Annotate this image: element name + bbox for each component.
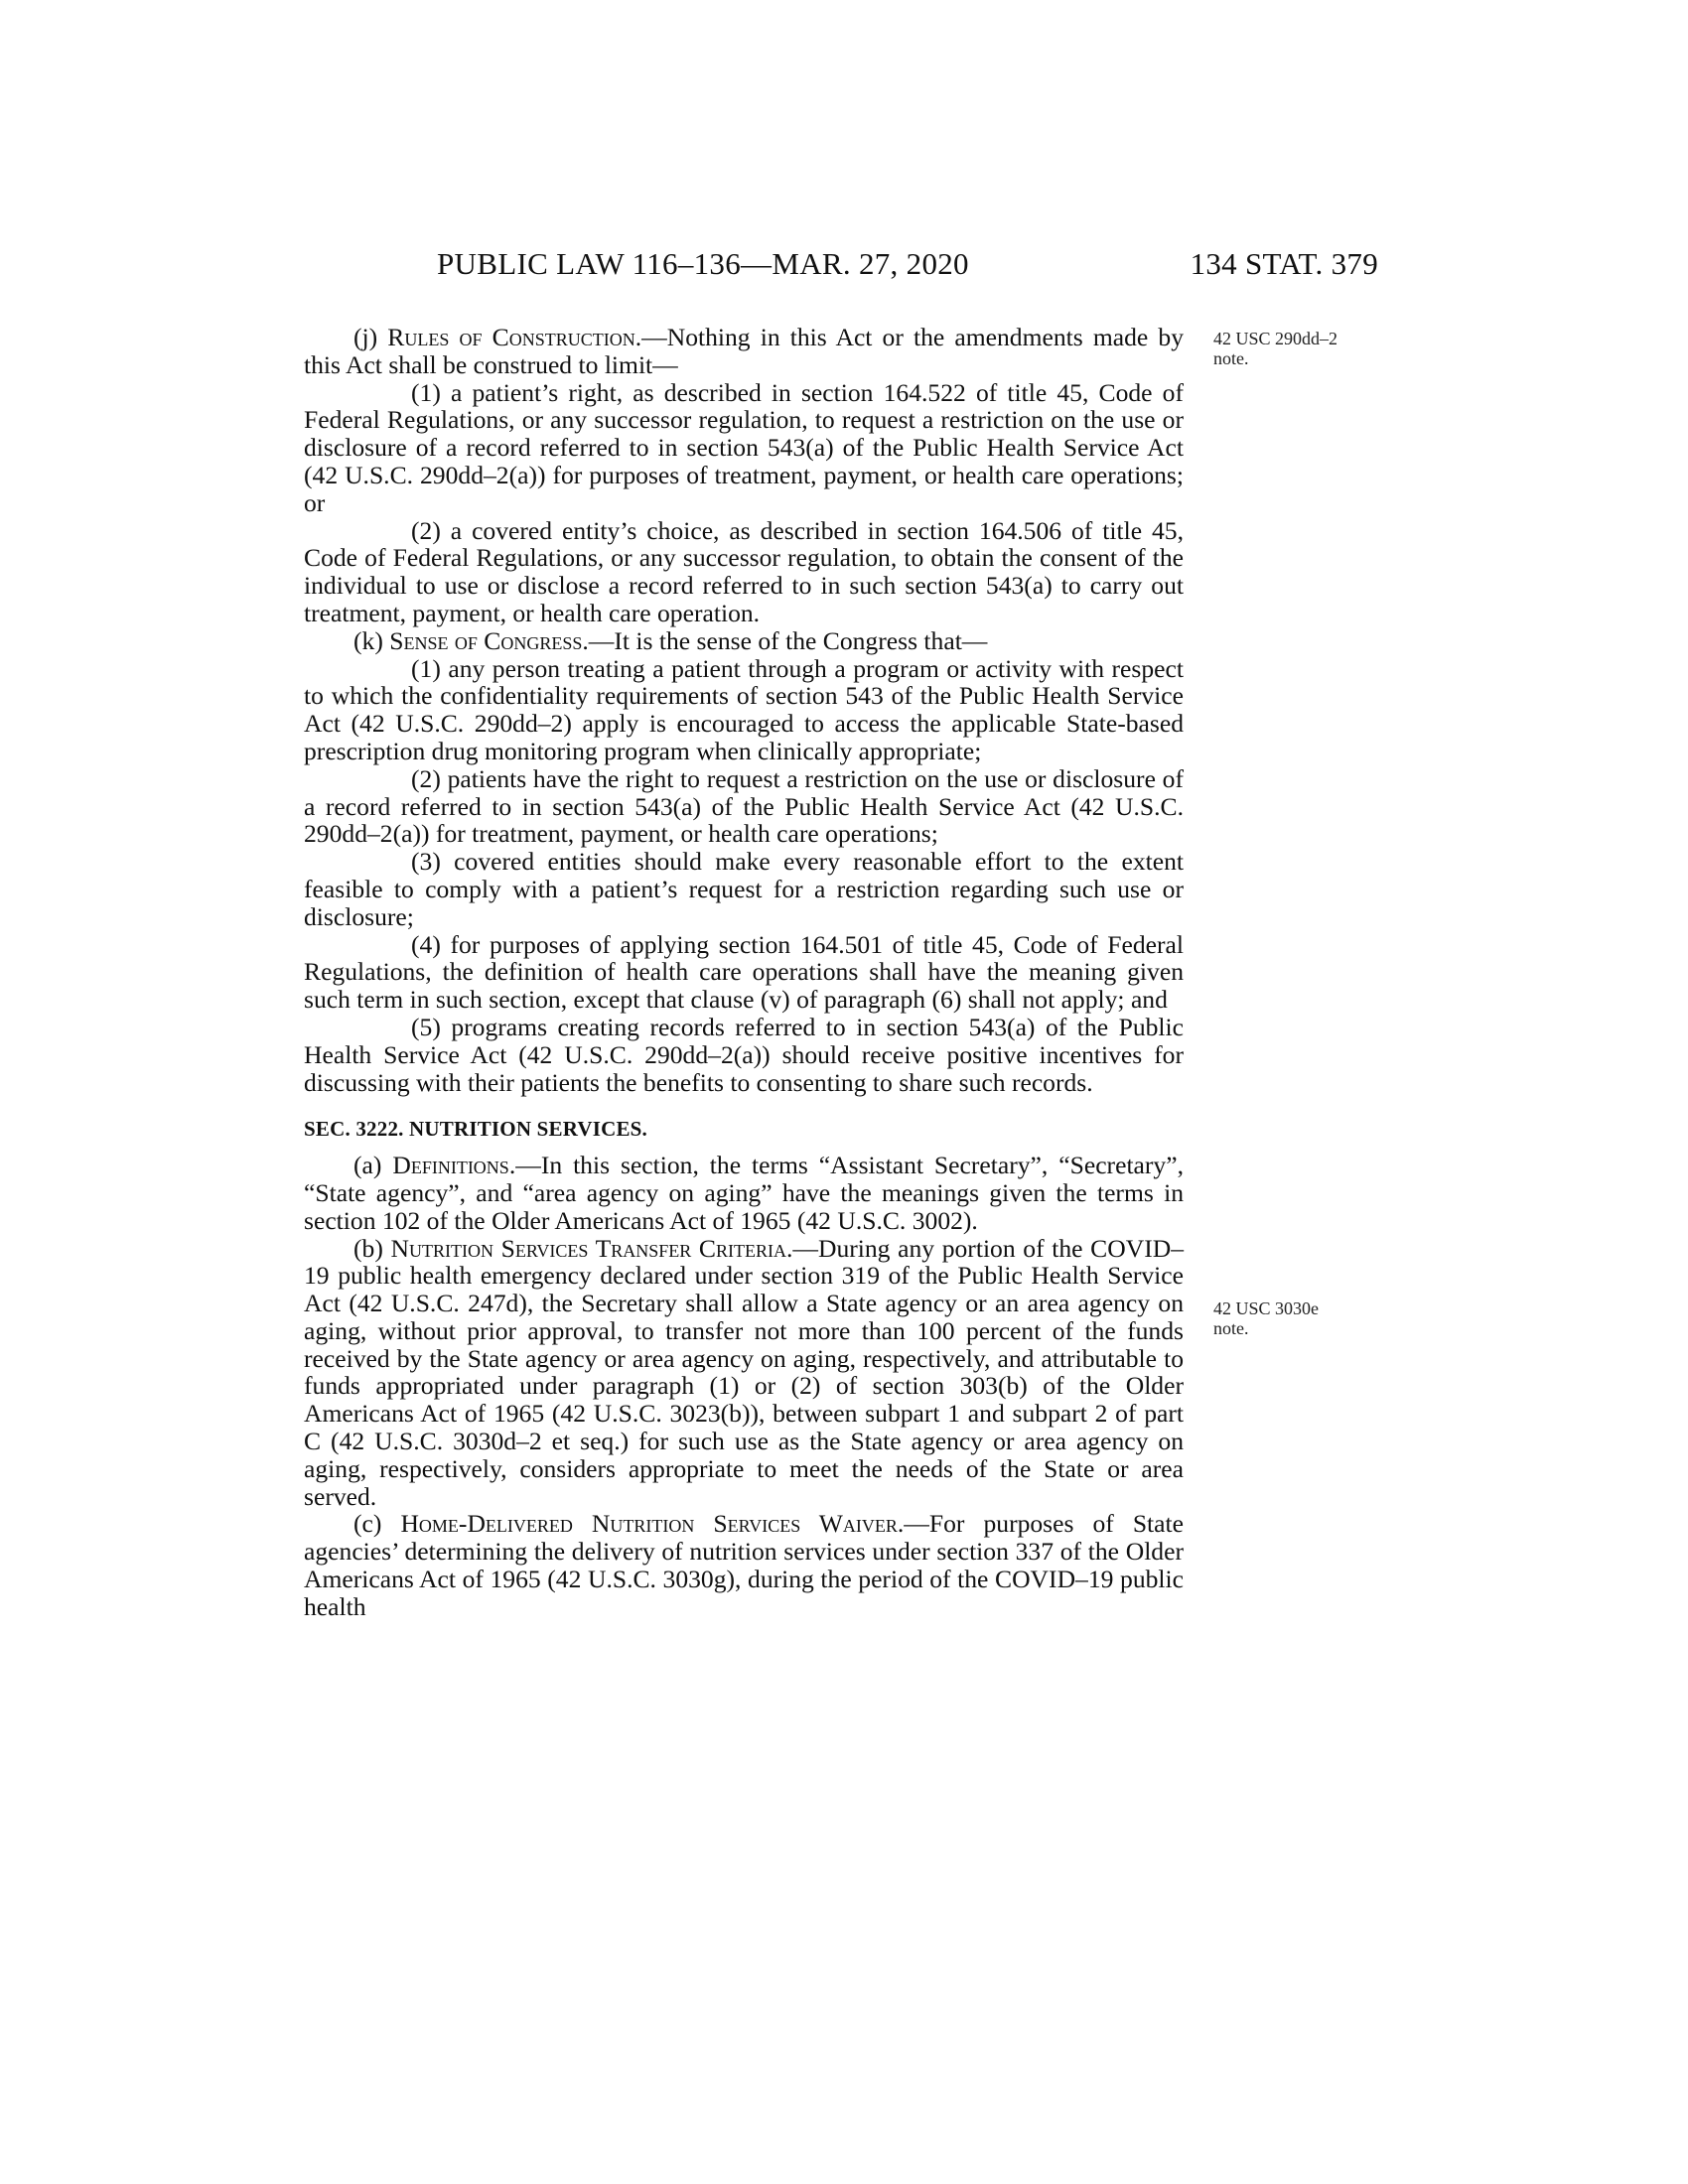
subsection-a [304, 1152, 1184, 1234]
margin-note-citation: 42 USC 3030e [1213, 1298, 1320, 1318]
subsection-b [304, 1235, 1184, 1511]
margin-note-label: note. [1213, 348, 1249, 368]
subsection-label: (j) [353, 323, 388, 351]
paragraph-k-4: (4) for purposes of applying section 164.501 of title 45, Code of Federal Regulations, the definition of health care operations shall have the meaning given such term in such section, except that clause (v) of paragraph (6) shall not apply; and [304, 929, 1184, 1015]
subsection-label: (a) [353, 1151, 393, 1180]
subsection-heading: Nutrition Services Transfer Criteria [390, 1233, 786, 1263]
subsection-label: (c) [353, 1509, 401, 1539]
paragraph-j-2: (2) a covered entity’s choice, as described in section 164.506 of title 45, Code of Federal Regulations, or any successor regulation, to obtain the consent of the individual to use or disclose a record referred to in such section 543(a) to carry out treatment, payment, or health care operation. [304, 515, 1184, 627]
subsection-heading: Home-Delivered Nutrition Services Waiver [400, 1509, 898, 1539]
subsection-heading: Definitions [392, 1151, 509, 1180]
margin-note-citation: 42 USC 290dd–2 [1213, 329, 1338, 348]
public-law-title: PUBLIC LAW 116–136—MAR. 27, 2020 [437, 246, 969, 281]
margin-note-label: note. [1213, 1318, 1249, 1338]
body-text [304, 324, 1184, 1621]
paragraph-j-1: (1) a patient’s right, as described in section 164.522 of title 45, Code of Federal Regulations, or any successor regulation, to request a restriction on the use or disclosure of a record referred to in section 543(a) of the Public Health Service Act (42 U.S.C. 290dd–2(a)) for purposes of treatment, payment, or health care operations; or [304, 377, 1184, 517]
section-heading: SEC. 3222. NUTRITION SERVICES. [304, 1117, 648, 1142]
paragraph-k-3: (3) covered entities should make every reasonable effort to the extent feasible to comply with a patient’s request for a restriction regarding such use or disclosure; [304, 847, 1184, 931]
subsection-label: (k) [353, 625, 390, 655]
subsection-text: .—Nothing in this Act or the amendments made by this Act shall be construed to limit— [304, 323, 1185, 379]
subsection-heading: Rules of Construction [387, 323, 635, 351]
subsection-heading: Sense of Congress [389, 625, 583, 655]
statute-page-number: 134 STAT. 379 [1190, 246, 1378, 281]
running-head [437, 246, 1378, 286]
subsection-text: .—For purposes of State agencies’ determining the delivery of nutrition services under section 337 of the Older Americans Act of 1965 (42 U.S.C. 3030g), during the period of the COVID–19 public health [304, 1509, 1184, 1621]
paragraph-k-5: (5) programs creating records referred to in section 543(a) of the Public Health Service Act (42 U.S.C. 290dd–2(a)) should receive positive incentives for discussing with their patients the benefits to consenting to share such records. [304, 1012, 1184, 1097]
subsection-label: (b) [353, 1233, 391, 1263]
subsection-c [304, 1510, 1184, 1620]
subsection-j [304, 324, 1184, 379]
subsection-text: .—It is the sense of the Congress that— [582, 625, 988, 655]
paragraph-k-2: (2) patients have the right to request a restriction on the use or disclosure of a record referred to in section 543(a) of the Public Health Service Act (42 U.S.C. 290dd–2(a)) for treatment, payment, or health care operations; [304, 763, 1184, 849]
subsection-text: .—During any portion of the COVID–19 public health emergency declared under section 319 of the Public Health Service Act (42 U.S.C. 247d), the Secretary shall allow a State agency or an area agency on aging, without prior approval, to transfer not more than 100 percent of the funds received by the State agency or area agency on aging, respectively, and attributable to funds appropriated under paragraph (1) or (2) of section 303(b) of the Older Americans Act of 1965 (42 U.S.C. 3023(b)), between subpart 1 and subpart 2 of part C (42 U.S.C. 3030d–2 et seq.) for such use as the State agency or area agency on aging, respectively, considers appropriate to meet the needs of the State or area served. [304, 1233, 1185, 1511]
subsection-k [304, 627, 1184, 655]
paragraph-k-1: (1) any person treating a patient through a program or activity with respect to which the confidentiality requirements of section 543 of the Public Health Service Act (42 U.S.C. 290dd–2) apply is encouraged to access the applicable State-based prescription drug monitoring program when clinically appropriate; [304, 653, 1184, 765]
subsection-text: .—In this section, the terms “Assistant Secretary”, “Secretary”, “State agency”, and “area agency on aging” have the meanings given the terms in section 102 of the Older Americans Act of 1965 (42 U.S.C. 3002). [304, 1151, 1184, 1235]
margin-note-usc-290dd-2 [1213, 329, 1372, 368]
margin-note-usc-3030e [1213, 1298, 1372, 1338]
